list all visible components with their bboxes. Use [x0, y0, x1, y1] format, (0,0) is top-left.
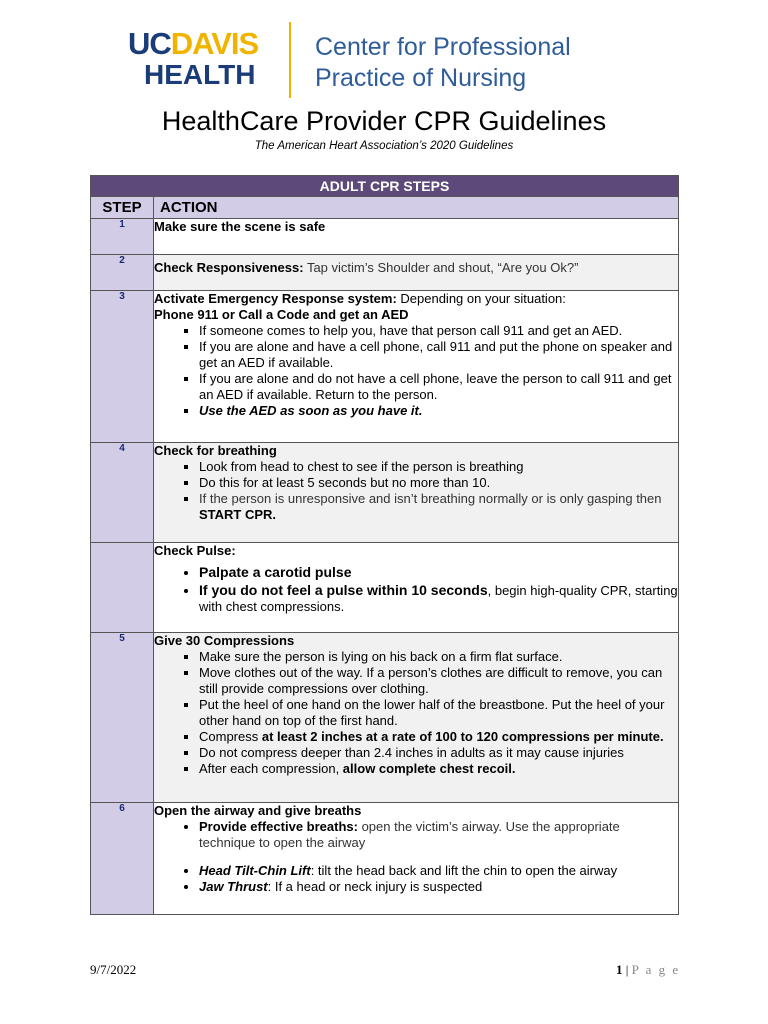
table-row [91, 443, 679, 543]
table-heading: ADULT CPR STEPS [91, 176, 679, 197]
list-item: ▪ Do this for at least 5 seconds but no more than 10. [199, 475, 678, 491]
step-number: 6 [91, 803, 154, 915]
list-item: ▪ If you are alone and have a cell phone, call 911 and put the phone on speaker and get an AED if available. [199, 339, 678, 371]
step-number: 2 [91, 255, 154, 291]
cpr-steps-table [90, 175, 679, 915]
table-row [91, 633, 679, 803]
step-title: Open the airway and give breaths [154, 803, 362, 818]
list-item: ▪ Move clothes out of the way. If a person’s clothes are difficult to remove, you can still provide compressions over clothing. [199, 665, 678, 697]
step-number: 3 [91, 291, 154, 443]
list-item: ▪ Make sure the person is lying on his back on a firm flat surface. [199, 649, 678, 665]
list-item: ▪ Compress at least 2 inches at a rate of 100 to 120 compressions per minute. [199, 729, 678, 745]
column-header-step: STEP [91, 197, 154, 219]
page-header [128, 22, 608, 98]
step-number: 1 [91, 219, 154, 255]
ucdavis-logo-health: HEALTH [144, 59, 256, 90]
ucdavis-logo-top: UCDAVIS [128, 26, 259, 61]
step-title: Give 30 Compressions [154, 633, 295, 648]
step-number [91, 543, 154, 633]
step-subtitle: Phone 911 or Call a Code and get an AED [154, 307, 409, 322]
list-item: ▪ If someone comes to help you, have that person call 911 and get an AED. [199, 323, 678, 339]
page-title: HealthCare Provider CPR Guidelines [161, 106, 607, 136]
step-title: Activate Emergency Response system: [154, 291, 397, 306]
step-title: Check Responsiveness: [154, 260, 304, 275]
center-name-line2: Practice of Nursing [315, 64, 527, 92]
footer-date: 9/7/2022 [90, 962, 137, 977]
list-item: ▪ Put the heel of one hand on the lower half of the breastbone. Put the heel of your other hand on top of the first hand. [199, 697, 678, 729]
center-name-line1: Center for Professional [315, 33, 571, 61]
table-row [91, 291, 679, 443]
step-number: 4 [91, 443, 154, 543]
list-item: ▪ Use the AED as soon as you have it. [199, 403, 678, 419]
step-title: Check for breathing [154, 443, 277, 458]
list-item: ▪ After each compression, allow complete chest recoil. [199, 761, 678, 777]
list-item: ▪ Look from head to chest to see if the person is breathing [199, 459, 678, 475]
step-text: Depending on your situation: [396, 291, 566, 306]
list-item: ▪ If the person is unresponsive and isn’t breathing normally or is only gasping then START CPR. [199, 491, 678, 523]
bullet-list [154, 562, 678, 615]
step-title: Make sure the scene is safe [154, 219, 326, 234]
bullet-list [154, 819, 678, 895]
step-title: Check Pulse: [154, 543, 236, 558]
list-item: ▪ If you are alone and do not have a cell phone, leave the person to call 911 and get an AED if available. Return to the person. [199, 371, 678, 403]
list-item: • Provide effective breaths: open the victim’s airway. Use the appropriate technique to open the airway [199, 819, 678, 851]
bullet-list [154, 323, 678, 419]
list-item: • Palpate a carotid pulse [199, 562, 678, 582]
page-subtitle: The American Heart Association’s 2020 Guidelines [254, 140, 514, 152]
step-number: 5 [91, 633, 154, 803]
logo-divider [289, 22, 291, 98]
step-text: Tap victim’s Shoulder and shout, “Are you Ok?” [303, 260, 579, 275]
footer-page-number: 1 | P a g e [616, 962, 681, 977]
bullet-list [154, 459, 678, 523]
table-row [91, 803, 679, 915]
table-row [91, 219, 679, 255]
list-item: ▪ Do not compress deeper than 2.4 inches in adults as it may cause injuries [199, 745, 678, 761]
column-header-action: ACTION [154, 197, 679, 219]
table-row [91, 543, 679, 633]
bullet-list [154, 649, 678, 777]
list-item: • If you do not feel a pulse within 10 seconds, begin high-quality CPR, starting with chest compressions. [199, 582, 678, 615]
list-item: • Head Tilt-Chin Lift: tilt the head back and lift the chin to open the airway [199, 863, 678, 879]
list-item: • Jaw Thrust: If a head or neck injury is suspected [199, 879, 678, 895]
table-row [91, 255, 679, 291]
